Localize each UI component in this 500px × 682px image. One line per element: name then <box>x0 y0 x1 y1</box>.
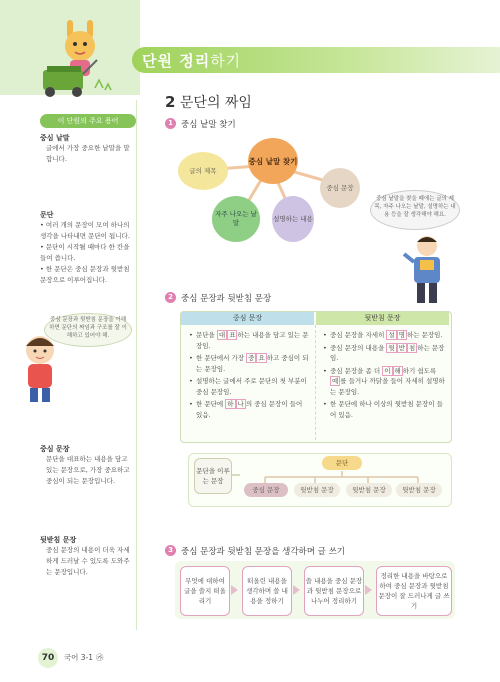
sub-number: 2 <box>165 292 176 303</box>
sub-title: 중심 문장과 뒷받침 문장 <box>181 294 272 304</box>
teacher-illustration <box>402 232 452 307</box>
tip-bubble: 중심 문장과 뒷받침 문장을 이해하면 문단의 짜임과 구조를 잘 이해하고 있어야 해. <box>44 313 132 347</box>
book-title: 국어 3-1 <box>63 653 93 662</box>
mindmap-node: 자주 나오는 낱말 <box>212 196 260 242</box>
term-desc: 중심 문장의 내용이 더욱 자세하게 드러날 수 있도록 도와주는 문장입니다. <box>46 546 130 576</box>
term-topic-sentence <box>40 444 134 487</box>
page-footer <box>38 648 103 668</box>
term-title: 중심 문장 <box>40 445 70 453</box>
term-item: • 문단이 시작될 때마다 한 칸을 들여 씁니다. <box>40 243 130 262</box>
list-item: • 문단을 대 표 하는 내용을 담고 있는 문장임. <box>196 330 310 351</box>
sub-number: 3 <box>165 545 176 556</box>
term-desc: 글에서 가장 중요한 낱말을 말합니다. <box>46 144 130 163</box>
speech-bubble: 중심 낱말을 찾을 때에는 글의 제목, 자주 나오는 낱말, 설명하는 내용 등을 잘 생각해야 해요. <box>370 190 460 230</box>
mindmap-center: 중심 낱말 찾기 <box>248 138 298 184</box>
mascot-illustration <box>35 8 130 103</box>
list-item: • 한 문단에 하 나 의 중심 문장이 들어 있음. <box>196 399 310 420</box>
sub-number: 1 <box>165 118 176 129</box>
sidebar-heading: 이 단원의 주요 용어 <box>40 114 136 128</box>
term-title: 뒷받침 문장 <box>40 536 77 544</box>
list-item: • 한 문단에서 가장 중 요 하고 중심이 되는 문장임. <box>196 353 310 374</box>
mindmap-node: 설명하는 내용 <box>272 196 314 242</box>
page-title: 단원 정리하기 <box>142 52 242 70</box>
term-title: 중심 낱말 <box>40 134 70 142</box>
sub-title: 중심 낱말 찾기 <box>181 120 236 130</box>
page-number: 70 <box>38 648 58 668</box>
step-box: 쓸 내용을 중심 문장과 뒷받침 문장으로 나누어 정리하기 <box>304 566 364 616</box>
sidebar-divider <box>136 100 137 630</box>
step-box: 떠올린 내용을 생각하며 쓸 내용을 정하기 <box>242 566 292 616</box>
sub-title: 중심 문장과 뒷받침 문장을 생각하며 글 쓰기 <box>181 547 346 557</box>
mindmap-node: 중심 문장 <box>320 168 360 208</box>
structure-item: 뒷받침 문장 <box>294 483 340 497</box>
term-item: • 여러 개의 문장이 모여 하나의 생각을 나타내면 문단이 됩니다. <box>40 221 130 240</box>
list-item: • 중심 문장을 자세히 설 명 하는 문장임. <box>330 330 446 341</box>
structure-item: 뒷받침 문장 <box>396 483 442 497</box>
structure-item: 중심 문장 <box>244 483 288 497</box>
table-right-body <box>322 330 446 422</box>
list-item: • 중심 문장을 좀 더 이 해 하기 쉽도록 예 를 들거나 까닭을 들어 자세히 설명하는 문장임. <box>330 366 446 398</box>
list-item: • 한 문단에 하나 이상의 뒷받침 문장이 들어 있음. <box>330 399 446 420</box>
mindmap-node: 글의 제목 <box>178 152 228 190</box>
structure-item: 뒷받침 문장 <box>346 483 392 497</box>
table-head-right: 뒷받침 문장 <box>316 312 449 325</box>
structure-top: 문단 <box>322 456 362 470</box>
section-title: 2 문단의 짜임 <box>165 93 252 111</box>
arrow-right-icon <box>365 585 372 595</box>
arrow-right-icon <box>231 585 238 595</box>
structure-label: 문단을 이루는 문장 <box>194 458 232 494</box>
table-head-left: 중심 문장 <box>181 312 314 325</box>
child-illustration <box>10 328 70 408</box>
table-divider <box>315 325 317 440</box>
list-item: • 중심 문장의 내용을 뒷 받 침 하는 문장임. <box>330 343 446 364</box>
step-box: 정리한 내용을 바탕으로 하여 중심 문장과 뒷받침 문장이 잘 드러나게 글 쓰기 <box>376 566 452 616</box>
term-supporting-sentence <box>40 535 134 578</box>
book-volume: ㉮ <box>95 653 104 662</box>
term-desc: 문단을 대표하는 내용을 담고 있는 문장으로, 가장 중요하고 중심이 되는 문장입니다. <box>46 455 130 485</box>
term-central-word <box>40 133 132 165</box>
table-left-body <box>188 330 310 422</box>
step-box: 무엇에 대하여 글을 쓸지 떠올리기 <box>180 566 230 616</box>
list-item: • 설명하는 글에서 주로 문단의 첫 부분이 중심 문장임. <box>196 376 310 397</box>
term-paragraph <box>40 210 134 286</box>
term-item: • 한 문단은 중심 문장과 뒷받침 문장으로 이루어집니다. <box>40 265 130 284</box>
arrow-right-icon <box>293 585 300 595</box>
term-title: 문단 <box>40 211 54 219</box>
